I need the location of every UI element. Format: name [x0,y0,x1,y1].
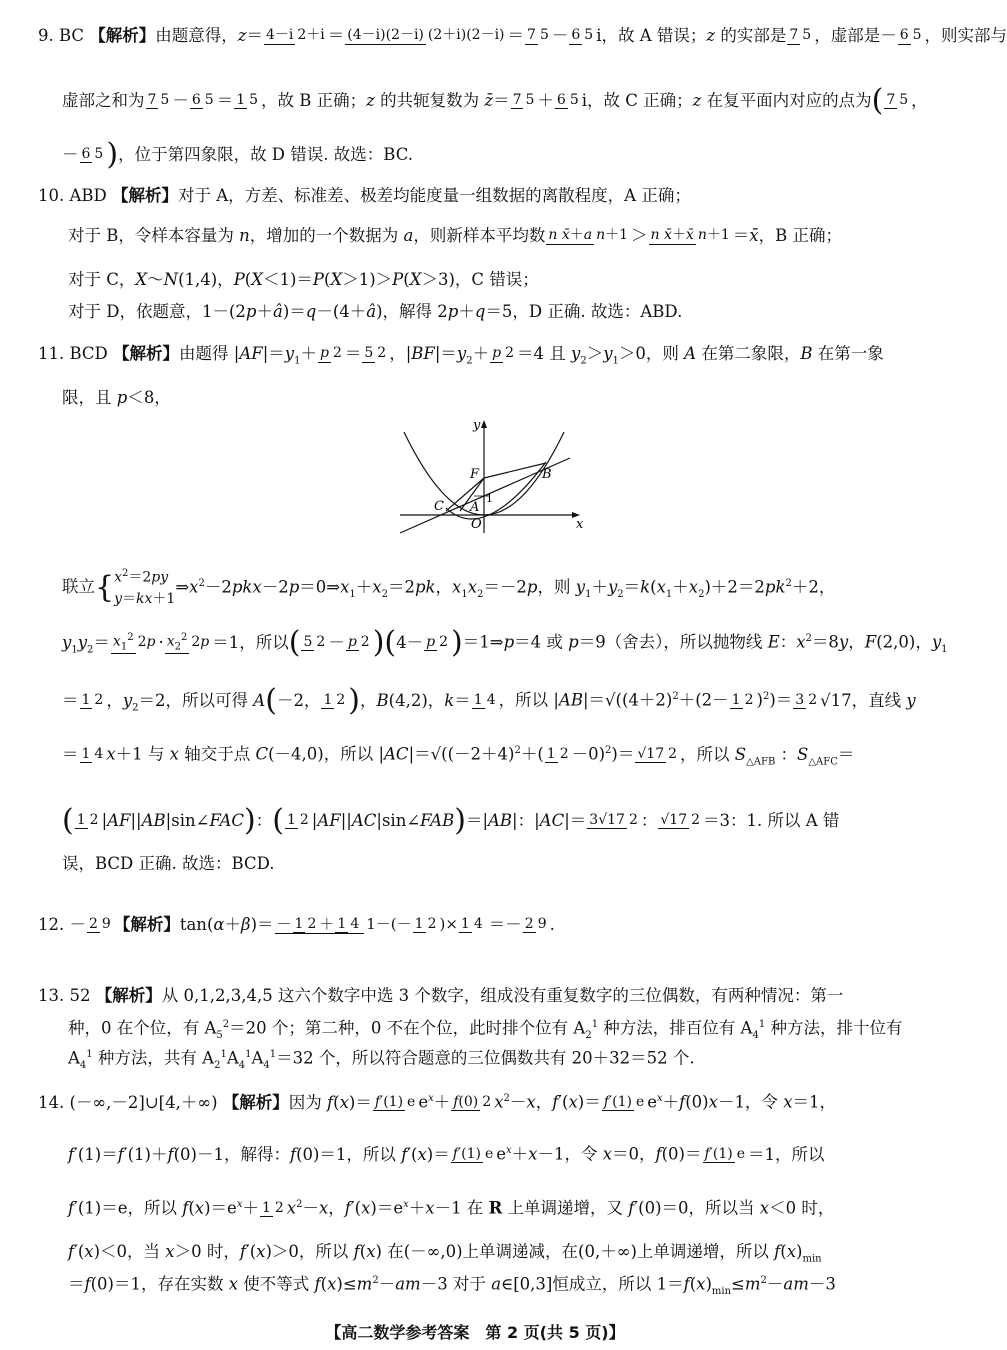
q11-line-4: $y_1y_2= x_1^2$ $2p \cdot x_2^2$ 2p ＝1，所以( 5 2 － p 2 )(4－ p 2 )＝1⇒p＝4 或 p＝9（舍去），所以抛物线 E：$x^2=8y$，F(2,0)，$y_1$ [62,625,948,660]
q9-line-3: － 6 5 )，位于第四象限，故 D 错误. 故选：BC. [62,137,413,172]
parabola-graph [400,418,590,537]
label-B: B [542,467,552,482]
label-y: y [473,418,481,433]
label-A: A [470,500,480,515]
q11-line-7: ( 1 2 |AF||AB|sin∠FAC)：( 1 2 |AF||AC|sin∠FAB)＝|AB|：|AC|＝ 3√17 2 ： √17 2 ＝3：1. 所以 A 错 [62,803,840,838]
q10-line-3: 对于 C，X～N(1,4)，P(X＜1)＝P(X＞1)＞P(X＞3)，C 错误； [68,270,539,289]
q10-line-1: 10. ABD 【解析】对于 A，方差、标准差、极差均能度量一组数据的离散程度，A 正确； [38,186,691,205]
label-C: C [434,499,444,514]
q11-line-3: 联立{ $x^2=2py$ y＝kx＋1 $\Rightarrow x^2-2pkx-2p=0\Rightarrow x_1+x_2=2pk$，$x_1x_2=-2p$，则 $y_1+y_2=k(x_1+x_2)+2=2pk^2+2$， [62,568,836,607]
q11-line-1: 11. BCD 【解析】由题得 $|AF|=y_1+ p$ 2 ＝ 5 2 ，$|BF|=y_2+ p$ 2 ＝4 且 $y_2>y_1>0$，则 A 在第二象限，B 在第一象 [38,344,884,367]
q9-line-2: 虚部之和为 7 5 － 6 5 ＝ 1 5 ，故 B 正确；z 的共轭复数为 z̄＝ 7 5 ＋ 6 5 i，故 C 正确；z 在复平面内对应的点为( 7 5 ， [62,83,928,118]
segment-FB [484,463,546,478]
q14-line-4: f′(x)＜0，当 x＞0 时，f′(x)＞0，所以 f(x) 在(－∞,0)上单调递减，在(0,＋∞)上单调递增，所以 $f(x)_{min}$ [68,1242,822,1265]
q11-line-6: ＝ 1 4 x＋1 与 x 轴交于点 C(－4,0)，所以 $|AC|=√((-2+4)^2+$( 1 2 －0)$^2$)＝ √17 2 ，所以 $S_{\triangle AFB}$ ：$S_{\triangle AFC}=$ [62,744,855,767]
y-axis-arrow [481,420,487,428]
q9-line-1: 9. BC 【解析】由题意得，z＝ 4－i 2＋i ＝ (4－i)(2－i) (2＋i)(2－i) ＝ 7 5 － 6 5 i，故 A 错误；z 的实部是 7 5 ，虚部是－ 6 5 ，则实部与 [38,26,1007,45]
label-O: O [471,517,482,532]
q14-line-2: f′(1)＝f′(1)＋f(0)－1，解得：f(0)＝1，所以 f′(x)＝ f′(1) e $e^x+x-1$，令 x＝0，f(0)＝ f′(1) e ＝1，所以 [68,1144,825,1164]
q11-line-2: 限，且 p＜8， [62,388,171,407]
q13-line-3: $A_4^1$ 种方法，共有 $A_2^1A_4^1A_4^1=32$ 个，所以符合题意的三位偶数共有 20＋32＝52 个. [68,1048,695,1071]
q11-line-8: 误，BCD 正确. 故选：BCD. [62,854,275,873]
q12-line-1: 12. － 2 9 【解析】tan(α＋β)＝ － 1 2 ＋ 1 4 1－(－ 1 2 )× 1 4 ＝－ 2 9 . [38,914,555,934]
q14-line-5: ＝f(0)＝1，存在实数 x 使不等式 $f(x)\le m^2-am-3$ 对于 a∈[0,3]恒成立，所以 $1=f(x)_{min}\le m^2-am-3$ [68,1274,836,1297]
label-F: F [470,467,480,482]
q13-line-2: 种，0 在个位，有 $A_5^2=20$ 个；第二种，0 不在个位，此时排个位有 $A_2^1$ 种方法，排百位有 $A_4^1$ 种方法，排十位有 [68,1018,903,1041]
parabola-figure [400,418,590,533]
q10-line-2: 对于 B，令样本容量为 n，增加的一个数据为 a，则新样本平均数 n x̄＋a n＋1 ＞ n x̄＋x̄ n＋1 ＝x̄，B 正确； [68,226,842,245]
q11-line-5: ＝ 1 2 ，$y_2=2$，所以可得 A(－2， 1 2 )，B(4,2)，k＝ 1 4 ，所以 $|AB|=√((4+2)^2+(2- 1$ 2 )$^2$)＝ 3 2 √17，直线 y [62,683,916,718]
page-footer: 【高二数学参考答案 第 2 页(共 5 页)】 [325,1323,625,1342]
q14-line-3: f′(1)＝e，所以 $f(x)=e^x+ 1$ 2 $x^2-x$，$f'(x)=e^x+x-1$ 在 R 上单调递增，又 f′(0)＝0，所以当 x＜0 时， [68,1198,835,1218]
q10-line-4: 对于 D，依题意，1－(2p＋â)＝q－(4＋â)，解得 2p＋q＝5，D 正确. 故选：ABD. [68,302,683,321]
q14-line-1: 14. (－∞,－2]∪[4,＋∞) 【解析】因为 f(x)＝ f′(1) e $e^x+ f(0)$ 2 $x^2-x$，f′(x)＝ f′(1) e $e^x+f(0)x-1$，令 x＝1， [38,1092,836,1112]
q13-line-1: 13. 52 【解析】从 0,1,2,3,4,5 这六个数字中选 3 个数字，组成没有重复数字的三位偶数，有两种情况：第一 [38,986,844,1005]
label-x: x [576,517,584,532]
label-one: 1 [486,492,493,505]
